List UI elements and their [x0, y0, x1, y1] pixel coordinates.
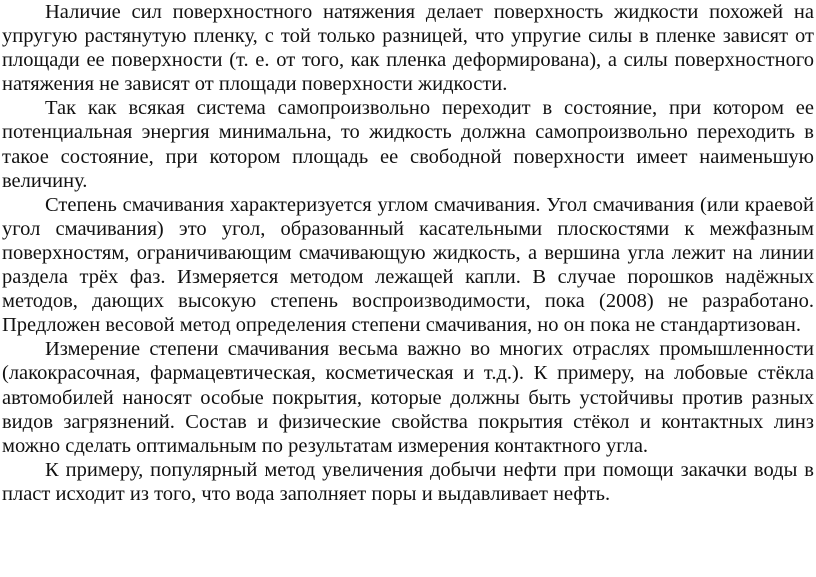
paragraph-surface-tension: Наличие сил поверхностного натяжения делает поверхность жидкости похожей на упругую растянутую пленку, с той только разницей, что упругие силы в пленке зависят от площади ее поверхности (т. е. от того, как пленка деформирована), а силы поверхностного натяжения не зависят от площади поверхности жидкости. [2, 1, 814, 96]
paragraph-oil-recovery: К примеру, популярный метод увеличения добычи нефти при помощи закачки воды в пласт исходит из того, что вода заполняет поры и выдавливает нефть. [2, 458, 814, 505]
paragraph-wetting-measurement: Измерение степени смачивания весьма важно во многих отраслях промышленности (лакокрасочная, фармацевтическая, косметическая и т.д.). К примеру, на лобовые стёкла автомобилей наносят особые покрытия, которые должны быть устойчивы против разных видов загрязнений. Состав и физические свойства покрытия стёкол и контактных линз можно сделать оптимальным по результатам измерения контактного угла. [2, 338, 814, 457]
paragraph-minimal-energy: Так как всякая система самопроизвольно переходит в состояние, при котором ее потенциальная энергия минимальна, то жидкость должна самопроизвольно переходить в такое состояние, при котором площадь ее свободной поверхности имеет наименьшую величину. [2, 97, 814, 192]
paragraph-wetting-angle: Степень смачивания характеризуется углом смачивания. Угол смачивания (или краевой угол смачивания) это угол, образованный касательными плоскостями к межфазным поверхностям, ограничивающим смачивающую жидкость, а вершина угла лежит на линии раздела трёх фаз. Измеряется методом лежащей капли. В случае порошков надёжных методов, дающих высокую степень воспроизводимости, пока (2008) не разработано. Предложен весовой метод определения степени смачивания, но он пока не стандартизован. [2, 193, 814, 337]
